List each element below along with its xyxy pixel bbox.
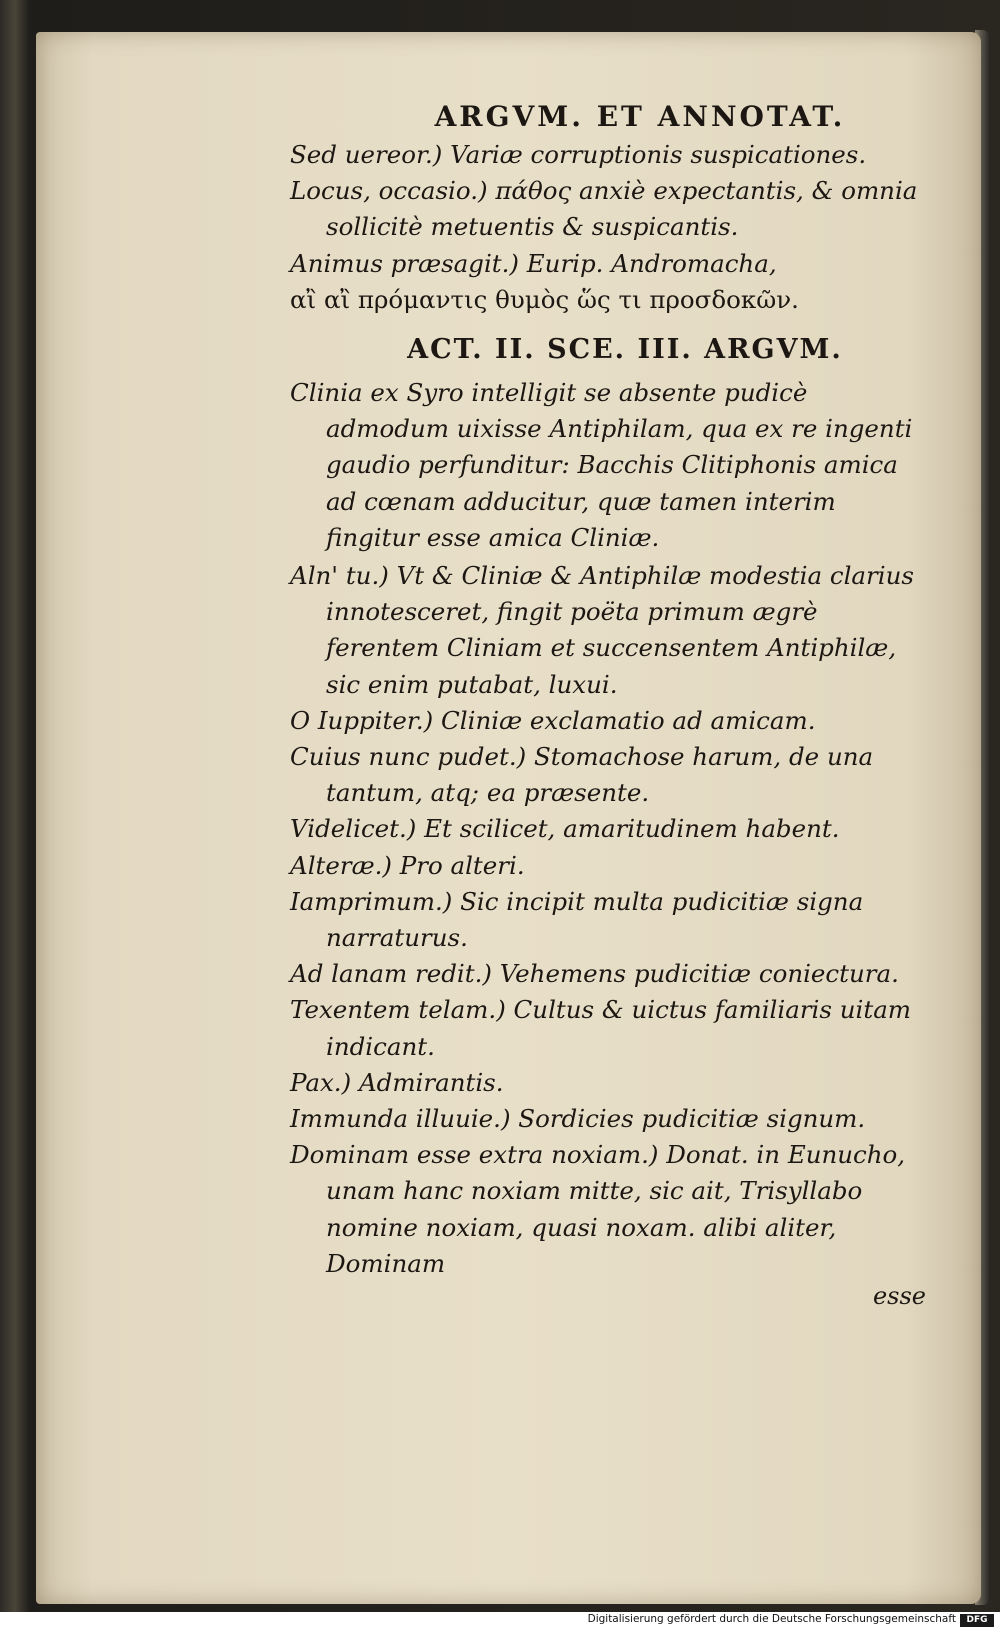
greek-quote: αἲ αἲ πρόμαντις θυμὸς ὥς τι προσδοκῶν.: [290, 284, 799, 314]
entry: Cuius nunc pudet.) Stomachose harum, de una tantum, atq; ea præsente.: [290, 742, 874, 808]
dfg-logo-icon: DFG: [960, 1614, 994, 1627]
footer-credit: Digitalisierung gefördert durch die Deutsche Forschungsgemeinschaft: [587, 1613, 956, 1625]
entry: Dominam esse extra noxiam.) Donat. in Eunucho, unam hanc noxiam mitte, sic ait, Trisyllabo nomine noxiam, quasi noxam. alibi aliter, Dominam: [290, 1140, 906, 1278]
entry: Immunda illuuie.) Sordicies pudicitiæ signum.: [290, 1104, 866, 1134]
entry: Alteræ.) Pro alteri.: [290, 850, 525, 880]
argument-paragraph: Clinia ex Syro intelligit se absente pudicè admodum uixisse Antiphilam, qua ex re ingenti gaudio perfunditur: Bacchis Clitiphonis amica ad cœnam adducitur, quæ tamen interim fingitur esse amica Cliniæ.: [290, 378, 913, 552]
running-head: ARGVM. ET ANNOTAT.: [434, 100, 846, 133]
entry: Iamprimum.) Sic incipit multa pudicitiæ signa narraturus.: [290, 886, 864, 953]
entry: Texentem telam.) Cultus & uictus familiaris uitam indicant.: [290, 995, 912, 1061]
section-heading: ACT. II. SCE. III. ARGVM.: [407, 334, 843, 366]
entry: Ad lanam redit.) Vehemens pudicitiæ coniectura.: [290, 959, 899, 989]
entry: Locus, occasio.) πάθος anxiè expectantis, & omnia sollicitè metuentis & suspicantis.: [290, 176, 918, 242]
entry: Aln' tu.) Vt & Cliniæ & Antiphilæ modestia clarius innotesceret, fingit poëta primum ægrè ferentem Cliniam et succensentem Antiphilæ, sic enim putabat, luxui.: [290, 561, 914, 699]
entry: O Iuppiter.) Cliniæ exclamatio ad amicam.: [290, 705, 816, 735]
page-text: [290, 100, 930, 1310]
entry: Animus præsagit.) Eurip. Andromacha,: [290, 248, 777, 278]
catchword: esse: [872, 1282, 926, 1311]
digitization-footer: [0, 1612, 1000, 1630]
entry: Videlicet.) Et scilicet, amaritudinem habent.: [290, 814, 840, 844]
entry: Sed uereor.) Variæ corruptionis suspicationes.: [290, 140, 867, 169]
entry: Pax.) Admirantis.: [290, 1067, 504, 1097]
